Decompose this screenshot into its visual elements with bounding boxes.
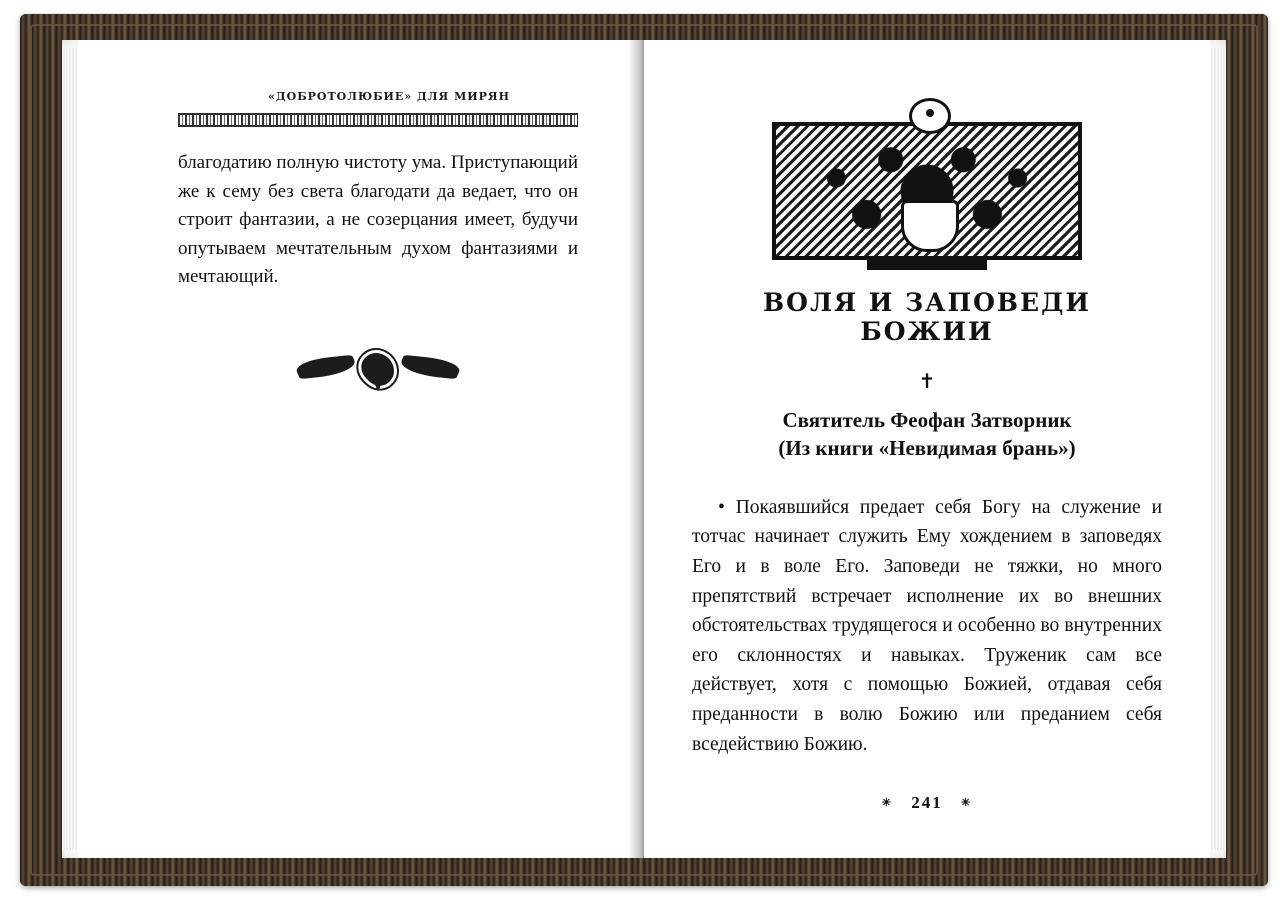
ornamental-rule: [178, 113, 578, 127]
page-left: [78, 40, 644, 858]
page-edge-left: [62, 48, 78, 850]
headpiece-crest: [909, 98, 951, 134]
running-head: «ДОБРОТОЛЮБИЕ» ДЛЯ МИРЯН: [268, 90, 510, 103]
page-edge-right: [1210, 48, 1226, 850]
floral-headpiece-icon: [762, 96, 1092, 266]
floral-vignette-icon: [293, 348, 463, 392]
vignette-wing-left: [292, 354, 359, 378]
headpiece-base: [867, 260, 987, 270]
headpiece-vase: [901, 200, 959, 252]
folio-star-left: ✳: [881, 797, 893, 810]
page-right: [644, 40, 1210, 858]
source-reference: (Из книги «Невидимая брань»): [778, 436, 1076, 461]
left-page-content: [178, 90, 578, 392]
vignette-wing-right: [396, 354, 463, 378]
book-cover: [20, 14, 1268, 886]
chapter-title: ВОЛЯ И ЗАПОВЕДИ БОЖИИ: [763, 288, 1091, 346]
folio-star-right: ✳: [961, 797, 973, 810]
right-page-content: [692, 96, 1162, 813]
page-number-footer: [692, 793, 1162, 813]
cross-icon: ✝: [918, 371, 936, 393]
page-number: 241: [911, 793, 943, 813]
author-name: Святитель Феофан Затворник: [782, 408, 1072, 432]
left-page-body-text: благодатию полную чистоту ума. Приступающий же к сему без света благодати да ведает, что он строит фантазии, а не созерцания имеет, будучи опутываем мечтательным духом фантазиями и мечтающий.: [178, 152, 578, 287]
open-book-pages: [62, 40, 1226, 858]
right-page-body-text: • Покаявшийся предает себя Богу на служение и тотчас начинает служить Ему хождением в заповедях Его и в воле Его. Заповеди не тяжки, но много препятствий встречает исполнение их во внешних обстоятельствах трудящегося и особенно во внутренних его склонностях и навыках. Труженик сам все действует, хотя с помощью Божией, отдавая себя преданности в волю Божию или преданием себя вседействию Божию.: [692, 496, 1162, 755]
